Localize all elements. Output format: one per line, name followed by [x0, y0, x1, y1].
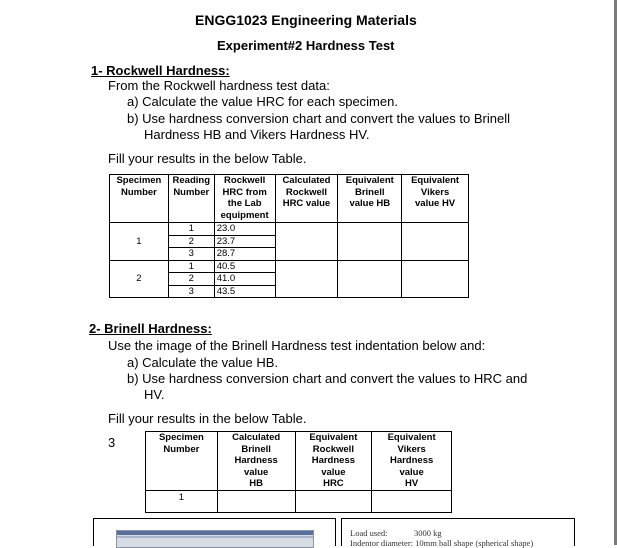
indentor-diameter-text: Indentor diameter: 10mm ball shape (spherical shape)	[350, 538, 534, 548]
section2-item-b: b) Use hardness conversion chart and convert the values to HRC and	[127, 371, 528, 386]
specimen-number-cell: 1	[146, 491, 218, 513]
vikers-hv-input-cell[interactable]	[402, 260, 469, 298]
table-header-row	[146, 432, 452, 491]
embedded-window-screenshot	[116, 530, 314, 548]
hrc-lab-value-cell: 41.0	[214, 273, 275, 286]
section2-side-number: 3	[108, 435, 116, 450]
header-equivalent-rockwell: Equivalent Rockwell Hardness value HRC	[295, 432, 372, 491]
header-equivalent-vikers: Equivalent Vikers Hardness value HV	[372, 432, 452, 491]
reading-number-cell: 2	[168, 235, 214, 248]
brinell-test-parameters-image	[341, 518, 575, 546]
header-calculated-hrc: Calculated Rockwell HRC value	[275, 175, 338, 223]
section1-item-b: b) Use hardness conversion chart and convert the values to Brinell	[127, 111, 510, 126]
hrc-lab-value-cell: 40.5	[214, 260, 275, 273]
section2-item-b-cont: HV.	[144, 387, 165, 402]
specimen-number-cell: 1	[110, 223, 169, 261]
section1-heading: 1- Rockwell Hardness:	[91, 63, 230, 78]
specimen-number-cell: 2	[110, 260, 169, 298]
section2-intro: Use the image of the Brinell Hardness test indentation below and:	[108, 338, 486, 353]
header-specimen-number: Specimen Number	[146, 432, 218, 491]
brinell-test-screenshot-image	[93, 518, 336, 546]
hrc-lab-value-cell: 23.0	[214, 223, 275, 236]
document-title: ENGG1023 Engineering Materials	[195, 12, 417, 28]
header-specimen-number: Specimen Number	[110, 175, 169, 223]
vikers-hv-input-cell[interactable]	[372, 491, 452, 513]
load-used-value: 3000 kg	[414, 528, 442, 538]
table-row	[110, 260, 469, 273]
rockwell-hrc-input-cell[interactable]	[295, 491, 372, 513]
brinell-hb-input-cell[interactable]	[338, 223, 402, 261]
section2-heading: 2- Brinell Hardness:	[89, 321, 212, 336]
vikers-hv-input-cell[interactable]	[402, 223, 469, 261]
hrc-lab-value-cell: 23.7	[214, 235, 275, 248]
section2-fill-instruction: Fill your results in the below Table.	[108, 411, 307, 426]
section2-item-a: a) Calculate the value HB.	[127, 355, 279, 370]
calculated-hrc-input-cell[interactable]	[275, 223, 338, 261]
section1-intro: From the Rockwell hardness test data:	[108, 78, 330, 90]
brinell-hb-input-cell[interactable]	[338, 260, 402, 298]
reading-number-cell: 1	[168, 260, 214, 273]
header-equivalent-vikers: Equivalent Vikers value HV	[402, 175, 469, 223]
table-row	[146, 491, 452, 513]
calculated-hb-input-cell[interactable]	[217, 491, 295, 513]
table-header-row	[110, 175, 469, 223]
hrc-lab-value-cell: 43.5	[214, 285, 275, 298]
hrc-lab-value-cell: 28.7	[214, 248, 275, 261]
brinell-results-table	[145, 431, 452, 513]
reading-number-cell: 3	[168, 285, 214, 298]
section1-item-a: a) Calculate the value HRC for each specimen.	[127, 94, 398, 109]
header-equivalent-brinell: Equivalent Brinell value HB	[338, 175, 402, 223]
document-subtitle: Experiment#2 Hardness Test	[217, 38, 395, 53]
reading-number-cell: 1	[168, 223, 214, 236]
section1-fill-instruction: Fill your results in the below Table.	[108, 151, 307, 166]
header-reading-number: Reading Number	[168, 175, 214, 223]
section1-item-b-cont: Hardness HB and Vikers Hardness HV.	[144, 127, 370, 142]
header-calculated-brinell: Calculated Brinell Hardness value HB	[217, 432, 295, 491]
load-used-label: Load used:	[350, 528, 388, 538]
reading-number-cell: 3	[168, 248, 214, 261]
calculated-hrc-input-cell[interactable]	[275, 260, 338, 298]
table-row	[110, 223, 469, 236]
rockwell-results-table	[109, 174, 469, 298]
header-rockwell-hrc-lab: Rockwell HRC from the Lab equipment	[214, 175, 275, 223]
reading-number-cell: 2	[168, 273, 214, 286]
